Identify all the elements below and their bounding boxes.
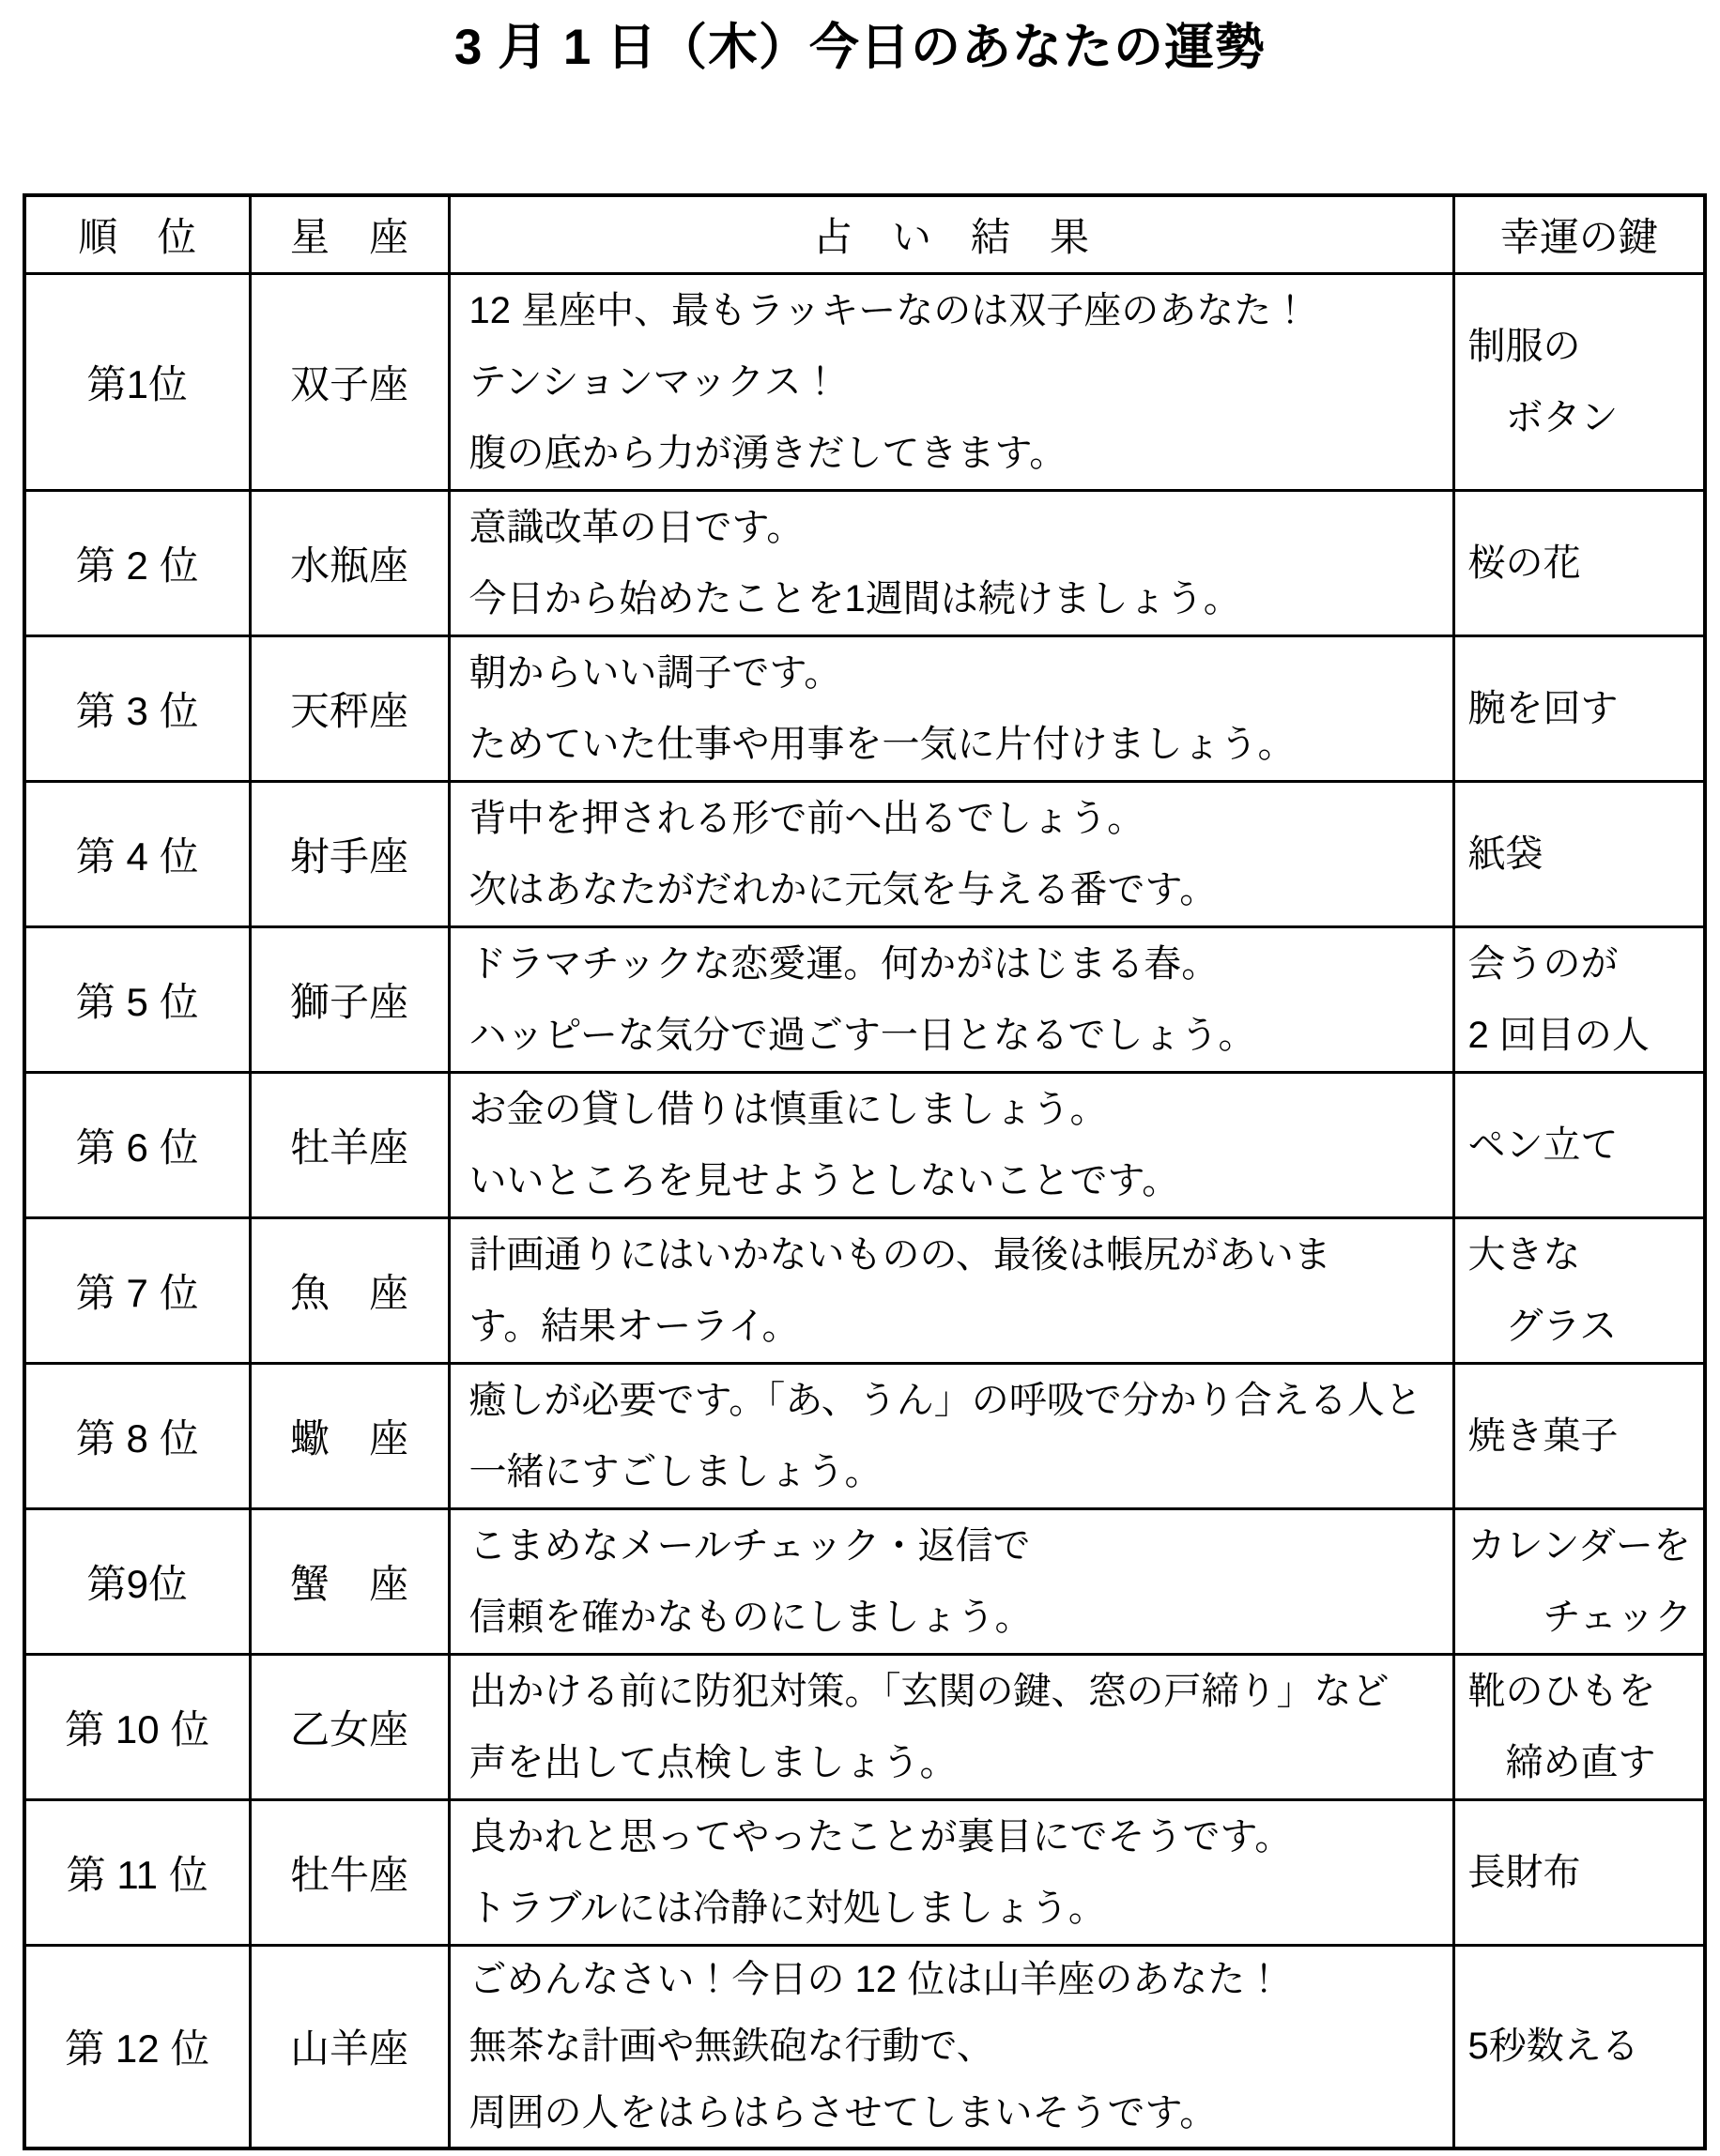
header-row — [24, 195, 1705, 273]
result-cell: 朝からいい調子です。 ためていた仕事や用事を一気に片付けましょう。 — [449, 635, 1453, 781]
luck-cell: 腕を回す — [1453, 635, 1705, 781]
luck-cell: 焼き菓子 — [1453, 1363, 1705, 1508]
luck-cell: 制服の ボタン — [1453, 273, 1705, 490]
result-cell: 背中を押される形で前へ出るでしょう。 次はあなたがだれかに元気を与える番です。 — [449, 781, 1453, 926]
rank-cell: 第 12 位 — [24, 1945, 250, 2148]
result-cell: 癒しが必要です。「あ、うん」の呼吸で分かり合える人と 一緒にすごしましょう。 — [449, 1363, 1453, 1508]
result-cell: 出かける前に防犯対策。「玄関の鍵、窓の戸締り」など 声を出して点検しましょう。 — [449, 1654, 1453, 1799]
luck-cell: カレンダーを チェック — [1453, 1508, 1705, 1654]
luck-cell: 会うのが 2 回目の人 — [1453, 926, 1705, 1072]
result-cell: 12 星座中、最もラッキーなのは双子座のあなた！ テンションマックス！ 腹の底から力が湧きだしてきます。 — [449, 273, 1453, 490]
rank-cell: 第 7 位 — [24, 1217, 250, 1363]
header-rank: 順 位 — [24, 195, 250, 273]
rank-cell: 第9位 — [24, 1508, 250, 1654]
table-row — [24, 1945, 1705, 2148]
table-row — [24, 1072, 1705, 1217]
rank-cell: 第 10 位 — [24, 1654, 250, 1799]
table-row — [24, 490, 1705, 635]
sign-cell: 蠍 座 — [250, 1363, 449, 1508]
sign-cell: 山羊座 — [250, 1945, 449, 2148]
result-cell: ごめんなさい！今日の 12 位は山羊座のあなた！ 無茶な計画や無鉄砲な行動で、 周囲の人をはらはらさせてしまいそうです。 — [449, 1945, 1453, 2148]
header-luck: 幸運の鍵 — [1453, 195, 1705, 273]
result-cell: お金の貸し借りは慎重にしましょう。 いいところを見せようとしないことです。 — [449, 1072, 1453, 1217]
luck-cell: 大きな グラス — [1453, 1217, 1705, 1363]
luck-cell: ペン立て — [1453, 1072, 1705, 1217]
sign-cell: 乙女座 — [250, 1654, 449, 1799]
result-cell: ドラマチックな恋愛運。何かがはじまる春。 ハッピーな気分で過ごす一日となるでしょう。 — [449, 926, 1453, 1072]
sign-cell: 蟹 座 — [250, 1508, 449, 1654]
rank-cell: 第 5 位 — [24, 926, 250, 1072]
table-row — [24, 1508, 1705, 1654]
sign-cell: 天秤座 — [250, 635, 449, 781]
table-row — [24, 1654, 1705, 1799]
rank-cell: 第 11 位 — [24, 1799, 250, 1945]
result-cell: 計画通りにはいかないものの、最後は帳尻があいま す。結果オーライ。 — [449, 1217, 1453, 1363]
table-row — [24, 926, 1705, 1072]
header-result: 占 い 結 果 — [449, 195, 1453, 273]
table-row — [24, 635, 1705, 781]
table-row — [24, 1363, 1705, 1508]
result-cell: 意識改革の日です。 今日から始めたことを1週間は続けましょう。 — [449, 490, 1453, 635]
table-row — [24, 781, 1705, 926]
sign-cell: 射手座 — [250, 781, 449, 926]
luck-cell: 5秒数える — [1453, 1945, 1705, 2148]
page-title: 3 月 1 日（木）今日のあなたの運勢 — [453, 20, 1267, 75]
sign-cell: 牡羊座 — [250, 1072, 449, 1217]
luck-cell: 長財布 — [1453, 1799, 1705, 1945]
table-row — [24, 273, 1705, 490]
table-row — [24, 1217, 1705, 1363]
table-row — [24, 1799, 1705, 1945]
header-sign: 星 座 — [250, 195, 449, 273]
rank-cell: 第 2 位 — [24, 490, 250, 635]
luck-cell: 靴のひもを 締め直す — [1453, 1654, 1705, 1799]
rank-cell: 第 4 位 — [24, 781, 250, 926]
rank-cell: 第 6 位 — [24, 1072, 250, 1217]
sign-cell: 双子座 — [250, 273, 449, 490]
luck-cell: 桜の花 — [1453, 490, 1705, 635]
result-cell: 良かれと思ってやったことが裏目にでそうです。 トラブルには冷静に対処しましょう。 — [449, 1799, 1453, 1945]
sign-cell: 水瓶座 — [250, 490, 449, 635]
rank-cell: 第 3 位 — [24, 635, 250, 781]
result-cell: こまめなメールチェック・返信で 信頼を確かなものにしましょう。 — [449, 1508, 1453, 1654]
rank-cell: 第 8 位 — [24, 1363, 250, 1508]
sign-cell: 魚 座 — [250, 1217, 449, 1363]
luck-cell: 紙袋 — [1453, 781, 1705, 926]
sign-cell: 獅子座 — [250, 926, 449, 1072]
sign-cell: 牡牛座 — [250, 1799, 449, 1945]
horoscope-table — [23, 193, 1707, 2150]
rank-cell: 第1位 — [24, 273, 250, 490]
